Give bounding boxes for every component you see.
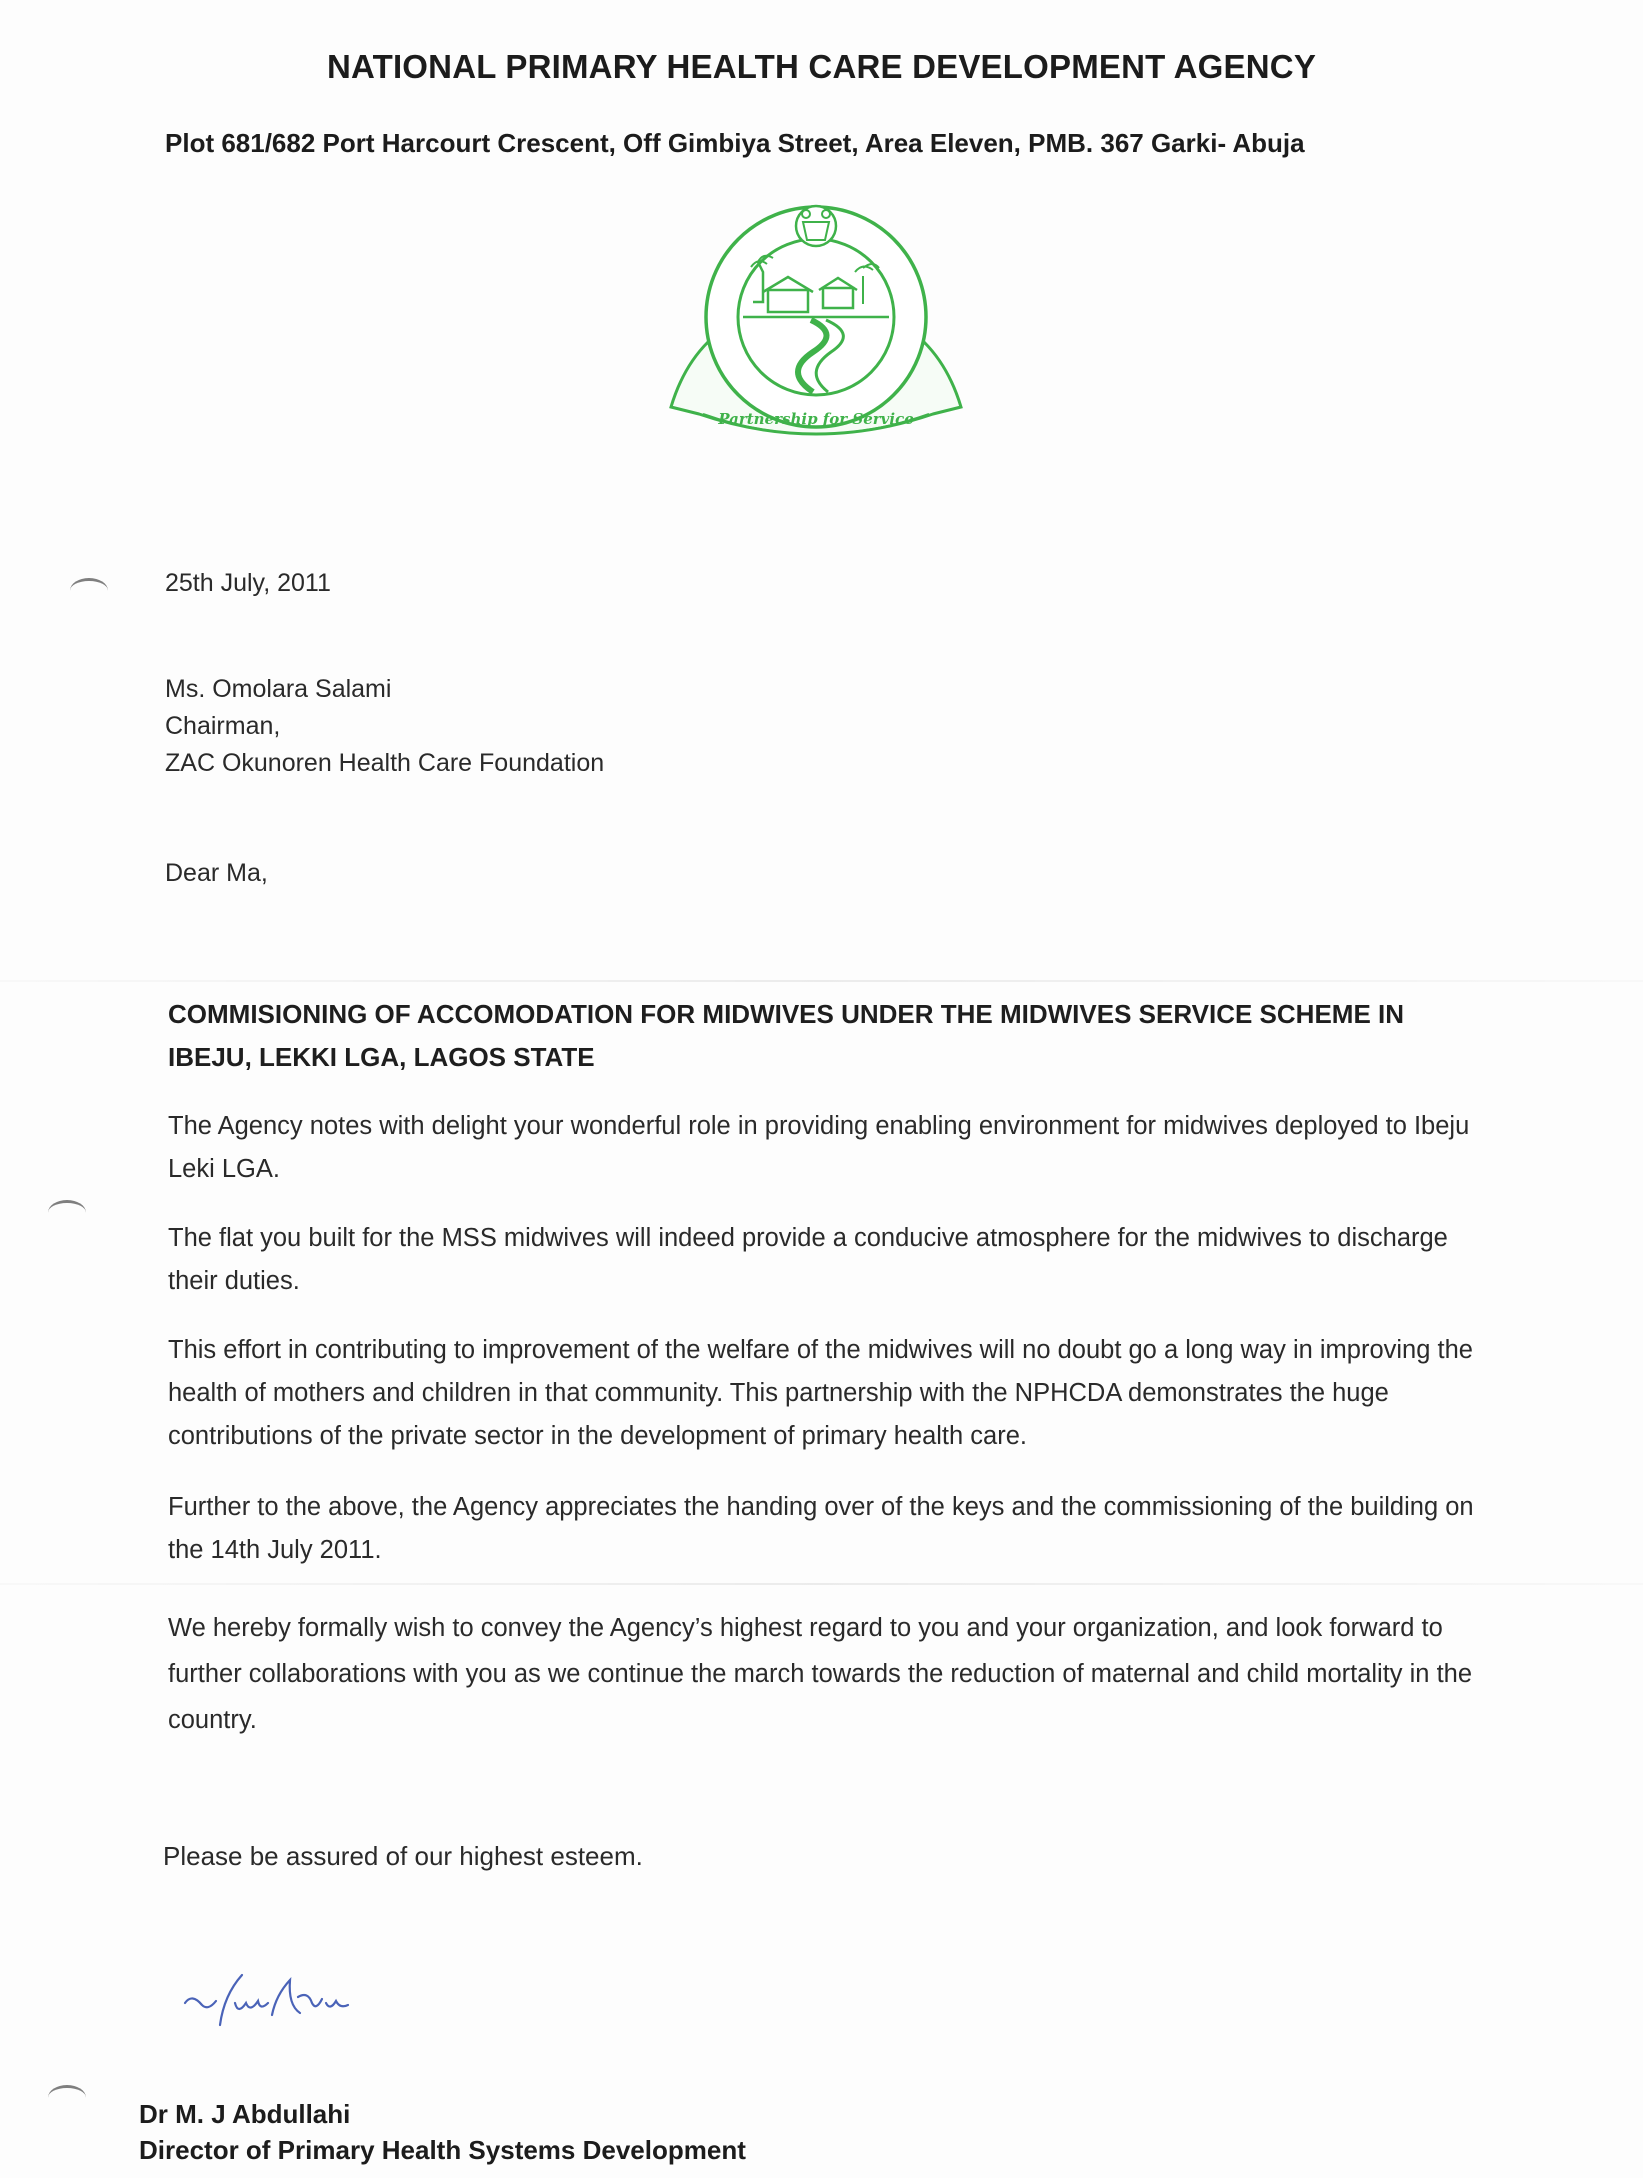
logo-motto: Partnership for Service	[718, 410, 914, 428]
fold-line	[0, 1583, 1643, 1585]
body-paragraph-2: The flat you built for the MSS midwives will indeed provide a conducive atmosphere for the midwives to discharge their duties.	[168, 1224, 1448, 1295]
salutation: Dear Ma,	[165, 859, 268, 887]
body-paragraph-5: We hereby formally wish to convey the Agency’s highest regard to you and your organization, and look forward to further collaborations with you as we continue the march towards the reduction of maternal and child mortality in the country.	[168, 1614, 1473, 1734]
fold-line	[0, 980, 1643, 982]
agency-seal-logo	[663, 192, 969, 464]
recipient-name: Ms. Omolara Salami	[165, 675, 392, 703]
letter-subject: COMMISIONING OF ACCOMODATION FOR MIDWIVES UNDER THE MIDWIVES SERVICE SCHEME IN IBEJU, LEKKI LGA, LAGOS STATE	[168, 999, 1405, 1072]
punch-hole-mark	[70, 578, 108, 603]
recipient-title: Chairman,	[165, 712, 281, 740]
agency-name: NATIONAL PRIMARY HEALTH CARE DEVELOPMENT AGENCY	[326, 48, 1317, 85]
punch-hole-mark	[48, 1200, 86, 1225]
closing-line: Please be assured of our highest esteem.	[163, 1841, 643, 1871]
body-paragraph-4: Further to the above, the Agency appreciates the handing over of the keys and the commissioning of the building on the 14th July 2011.	[168, 1493, 1474, 1564]
signer-title: Director of Primary Health Systems Development	[139, 2135, 746, 2165]
signer-name: Dr M. J Abdullahi	[139, 2099, 351, 2129]
handwritten-signature	[180, 1955, 400, 2045]
letter-date: 25th July, 2011	[165, 569, 331, 597]
recipient-organization: ZAC Okunoren Health Care Foundation	[165, 749, 605, 777]
signer-block	[139, 2096, 746, 2168]
punch-hole-mark	[48, 2085, 86, 2110]
recipient-block	[165, 671, 604, 782]
body-paragraph-1: The Agency notes with delight your wonderful role in providing enabling environment for midwives deployed to Ibeju Leki LGA.	[168, 1112, 1470, 1183]
body-paragraph-3: This effort in contributing to improvement of the welfare of the midwives will no doubt go a long way in improving the health of mothers and children in that community. This partnership with the NPHCDA demonstrates the huge contributions of the private sector in the development of primary health care.	[168, 1336, 1473, 1450]
agency-address: Plot 681/682 Port Harcourt Crescent, Off Gimbiya Street, Area Eleven, PMB. 367 Garki- Abuja	[165, 128, 1305, 158]
